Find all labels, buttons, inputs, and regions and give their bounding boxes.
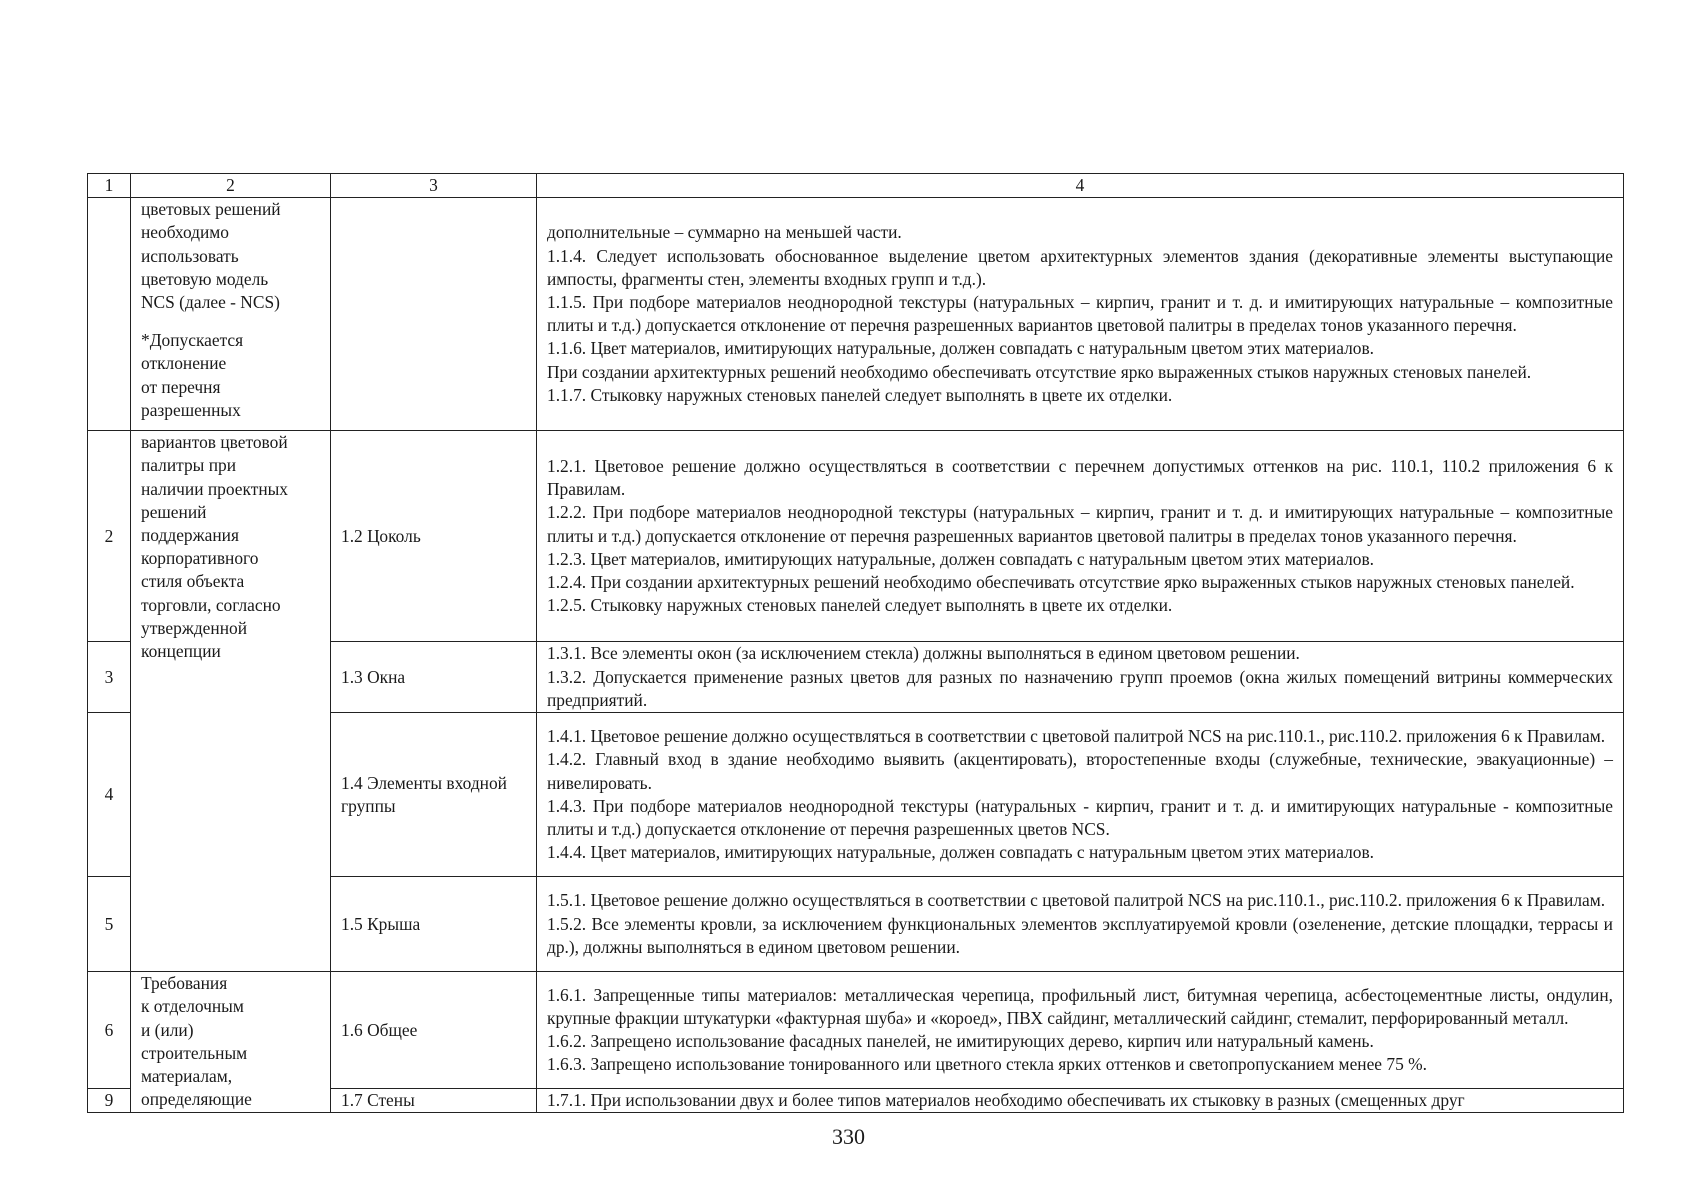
section-cell	[331, 198, 537, 431]
requirement-line: стиля объекта	[141, 571, 245, 592]
section-cell: 1.7 Стены	[331, 1089, 537, 1113]
requirement-line: цветовых решений	[141, 199, 281, 220]
table-row	[88, 972, 1624, 1089]
header-cell-3: 3	[331, 174, 537, 198]
description-paragraph: 1.5.2. Все элементы кровли, за исключением функциональных элементов эксплуатируемой кровли (озеленение, детские площадки, террасы и др.), должны выполняться в едином цветовом решении.	[547, 913, 1613, 957]
description-paragraph: 1.4.4. Цвет материалов, имитирующих натуральные, должен совпадать с натуральным цветом этих материалов.	[547, 842, 1375, 863]
requirement-cell	[131, 431, 331, 972]
requirement-line: вариантов цветовой	[141, 432, 288, 453]
requirement-line: к отделочным	[141, 996, 244, 1017]
requirement-line: концепции	[141, 641, 221, 662]
requirement-line: торговли, согласно	[141, 594, 281, 615]
requirement-line: необходимо	[141, 222, 229, 243]
description-paragraph: 1.2.1. Цветовое решение должно осуществляться в соответствии с перечнем допустимых оттенков на рис. 110.1, 110.2 приложения 6 к Правилам.	[547, 455, 1613, 500]
description-paragraph: 1.2.2. При подборе материалов неоднородной текстуры (натуральных – кирпич, гранит и т. д. и имитирующих натуральные – композитные плиты и т.д.) допускается отклонение от перечня разрешенных вариантов цветовой палитры в пределах тонов указанного перечня.	[547, 502, 1613, 546]
section-cell: 1.6 Общее	[331, 972, 537, 1089]
row-number: 5	[88, 877, 131, 972]
section-cell: 1.4 Элементы входной группы	[331, 713, 537, 877]
description-paragraph: 1.6.3. Запрещено использование тонированного или цветного стекла ярких оттенков и светопропусканием менее 75 %.	[547, 1054, 1427, 1075]
table-header-row	[88, 174, 1624, 198]
description-paragraph: 1.7.1. При использовании двух и более типов материалов необходимо обеспечивать их стыковку в разных (смещенных друг	[547, 1090, 1465, 1111]
description-paragraph: 1.6.2. Запрещено использование фасадных панелей, не имитирующих дерево, кирпич или натуральный камень.	[547, 1031, 1374, 1052]
requirement-line: строительным	[141, 1042, 248, 1063]
description-cell	[537, 431, 1624, 642]
requirement-line: утвержденной	[141, 617, 248, 638]
table-row	[88, 431, 1624, 642]
description-cell	[537, 972, 1624, 1089]
requirement-line: материалам,	[141, 1066, 233, 1087]
page-number: 330	[832, 1124, 865, 1149]
requirement-line: цветовую модель	[141, 268, 269, 289]
table-row	[88, 198, 1624, 431]
description-paragraph: 1.4.2. Главный вход в здание необходимо выявить (акцентировать), второстепенные входы (служебные, технические, эвакуационные) – нивелировать.	[547, 749, 1613, 793]
requirement-line: и (или)	[141, 1019, 194, 1040]
description-paragraph: 1.5.1. Цветовое решение должно осуществляться в соответствии с цветовой палитрой NCS на рис.110.1., рис.110.2. приложения 6 к Правилам.	[547, 890, 1606, 911]
description-paragraph: 1.2.4. При создании архитектурных решений необходимо обеспечивать отсутствие ярко выраженных стыков наружных стеновых панелей.	[547, 572, 1575, 592]
description-paragraph: 1.3.2. Допускается применение разных цветов для разных по назначению групп проемов (окна жилых помещений витрины коммерческих предприятий.	[547, 666, 1613, 710]
description-cell	[537, 713, 1624, 877]
description-paragraph: 1.1.5. При подборе материалов неоднородной текстуры (натуральных – кирпич, гранит и т. д. и имитирующих натуральные – композитные плиты и т.д.) допускается отклонение от перечня разрешенных вариантов цветовой палитры в пределах тонов указанного перечня.	[547, 292, 1613, 336]
row-number	[88, 198, 131, 431]
description-paragraph: 1.1.6. Цвет материалов, имитирующих натуральные, должен совпадать с натуральным цветом этих материалов.	[547, 338, 1375, 359]
requirement-line: *Допускается	[141, 330, 244, 351]
requirement-line: разрешенных	[141, 399, 241, 420]
description-paragraph: 1.2.5. Стыковку наружных стеновых панелей следует выполнять в цвете их отделки.	[547, 595, 1173, 616]
requirement-line: определяющие	[141, 1089, 252, 1110]
section-cell: 1.2 Цоколь	[331, 431, 537, 642]
requirement-line: Требования	[141, 973, 228, 994]
description-paragraph: 1.3.1. Все элементы окон (за исключением стекла) должны выполняться в едином цветовом решении.	[547, 643, 1300, 664]
description-paragraph: При создании архитектурных решений необходимо обеспечивать отсутствие ярко выраженных стыков наружных стеновых панелей.	[547, 361, 1532, 382]
requirement-cell	[131, 972, 331, 1113]
row-number: 9	[88, 1089, 131, 1113]
requirement-line: палитры при	[141, 455, 237, 476]
description-cell	[537, 1089, 1624, 1113]
description-paragraph: 1.1.4. Следует использовать обоснованное выделение цветом архитектурных элементов здания (декоративные элементы выступающие импосты, фрагменты стен, элементы входных групп и т.д.).	[547, 245, 1613, 289]
requirement-line: наличии проектных	[141, 478, 289, 499]
description-paragraph: дополнительные – суммарно на меньшей части.	[547, 222, 902, 243]
requirement-line: корпоративного	[141, 548, 259, 569]
requirements-table	[87, 173, 1624, 1113]
description-cell	[537, 877, 1624, 972]
header-cell-2: 2	[131, 174, 331, 198]
section-cell: 1.5 Крыша	[331, 877, 537, 972]
description-cell	[537, 642, 1624, 713]
header-cell-1: 1	[88, 174, 131, 198]
description-cell	[537, 198, 1624, 431]
requirement-line: использовать	[141, 245, 239, 266]
description-paragraph: 1.4.3. При подборе материалов неоднородной текстуры (натуральных - кирпич, гранит и т. д. и имитирующих натуральные - композитные плиты и т.д.) допускается отклонение от перечня разрешенных цветов NCS.	[547, 795, 1613, 839]
description-paragraph: 1.4.1. Цветовое решение должно осуществляться в соответствии с цветовой палитрой NCS на рис.110.1., рис.110.2. приложения 6 к Правилам.	[547, 726, 1606, 747]
section-cell: 1.3 Окна	[331, 642, 537, 713]
requirement-spacer	[141, 314, 320, 329]
row-number: 4	[88, 713, 131, 877]
requirement-line: отклонение	[141, 353, 227, 374]
row-number: 2	[88, 431, 131, 642]
row-number: 6	[88, 972, 131, 1089]
description-paragraph: 1.1.7. Стыковку наружных стеновых панелей следует выполнять в цвете их отделки.	[547, 384, 1173, 405]
description-paragraph: 1.6.1. Запрещенные типы материалов: металлическая черепица, профильный лист, битумная черепица, асбестоцементные листы, ондулин, крупные фракции штукатурки «фактурная шуба» и «короед», ПВХ сайдинг, металлический сайдинг, стемалит, перфорированный металл.	[547, 984, 1613, 1028]
requirement-line: решений	[141, 501, 207, 522]
requirement-line: NCS (далее - NCS)	[141, 292, 280, 313]
row-number: 3	[88, 642, 131, 713]
requirement-cell	[131, 198, 331, 431]
description-paragraph: 1.2.3. Цвет материалов, имитирующих натуральные, должен совпадать с натуральным цветом этих материалов.	[547, 548, 1375, 569]
header-cell-4: 4	[537, 174, 1624, 198]
requirement-line: поддержания	[141, 525, 239, 546]
requirement-line: от перечня	[141, 376, 221, 397]
